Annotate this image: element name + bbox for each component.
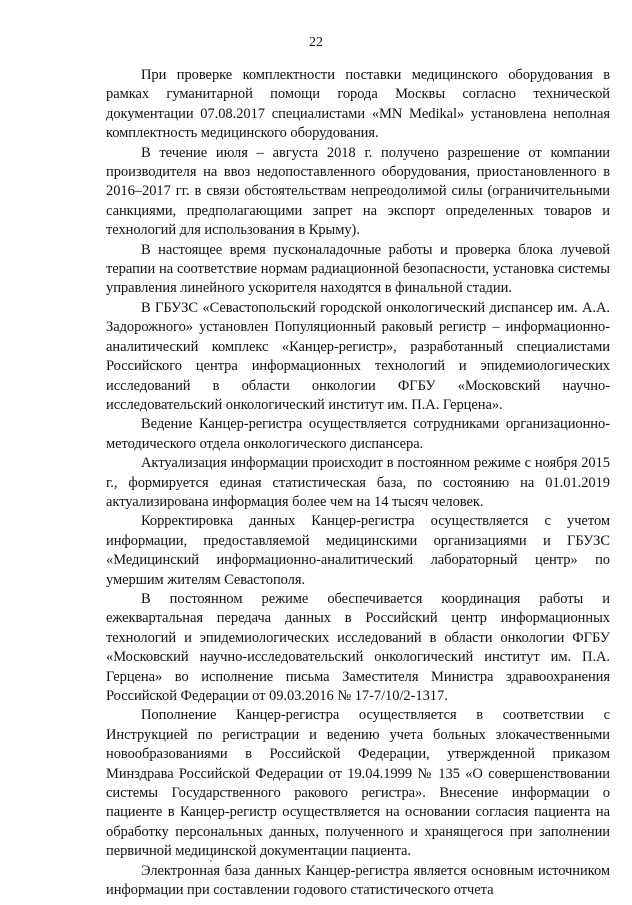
paragraph-equipment-check: При проверке комплектности поставки медицинского оборудования в рамках гуманитарной помощи города Москвы согласно технической документации 07.08.2017 специалистами «MN Medikal» установлена неполная комплектность медицинского оборудования. xyxy=(106,67,610,142)
paragraph-data-actualization: Актуализация информации происходит в постоянном режиме с ноября 2015 г., формируется единая статистическая база, по состоянию на 01.01.2019 актуализирована информация более чем на 14 тысяч человек. xyxy=(106,455,610,510)
paragraph-data-correction: Корректировка данных Канцер-регистра осуществляется с учетом информации, предоставляемой медицинскими организациями и ГБУЗС «Медицинский информационно-аналитический лабораторный центр» по умершим жителям Севастополя. xyxy=(106,513,610,588)
paragraph-registry-replenishment: Пополнение Канцер-регистра осуществляется в соответствии с Инструкцией по регистрации и ведению учета больных злокачественными новообразованиями в Российской Федерации, утвержденной приказом Минздрава Российской Федерации от 19.04.1999 № 135 «О совершенствовании системы Государственного ракового регистра». Внесение информации о пациенте в Канцер-регистр осуществляется на основании согласия пациента на обработку персональных данных, полученного и хранящегося при заполнении первичной медицинской документации пациента. xyxy=(106,707,610,860)
paragraph-cancer-registry-setup: В ГБУЗС «Севастопольский городской онкологический диспансер им. А.А. Задорожного» установлен Популяционный раковый регистр – информационно-аналитический комплекс «Канцер-регистр», разработанный специалистами Российского центра информационных технологий и эпидемиологических исследований в области онкологии ФГБУ «Московский научно-исследовательский онкологический институт им. П.А. Герцена». xyxy=(106,299,610,413)
paragraph-electronic-database: Электронная база данных Канцер-регистра является основным источником информации при составлении годового статистического отчета xyxy=(106,862,610,899)
scan-speck xyxy=(210,860,212,862)
page-number: 22 xyxy=(309,35,323,50)
paragraph-data-transfer: В постоянном режиме обеспечивается координация работы и ежеквартальная передача данных в Российский центр информационных технологий и эпидемиологических исследований в области онкологии ФГБУ «Московский научно-исследовательский онкологический институт им. П.А. Герцена» во исполнение письма Заместителя Министра здравоохранения Российской Федерации от 09.03.2016 № 17-7/10/2-1317. xyxy=(106,590,610,704)
paragraph-import-permission: В течение июля – августа 2018 г. получено разрешение от компании производителя на ввоз недопоставленного оборудования, приостановленного в 2016–2017 гг. в связи обстоятельствам непреодолимой силы (ограничительными санкциями, предполагающими запрет на экспорт определенных товаров и технологий для использования в Крыму). xyxy=(106,144,610,239)
paragraph-commissioning: В настоящее время пусконаладочные работы и проверка блока лучевой терапии на соответствие нормам радиационной безопасности, установка системы управления линейного ускорителя находятся в финальной стадии. xyxy=(106,241,610,297)
paragraph-registry-maintenance: Ведение Канцер-регистра осуществляется сотрудниками организационно-методического отдела онкологического диспансера. xyxy=(106,416,610,452)
document-body xyxy=(106,66,610,900)
